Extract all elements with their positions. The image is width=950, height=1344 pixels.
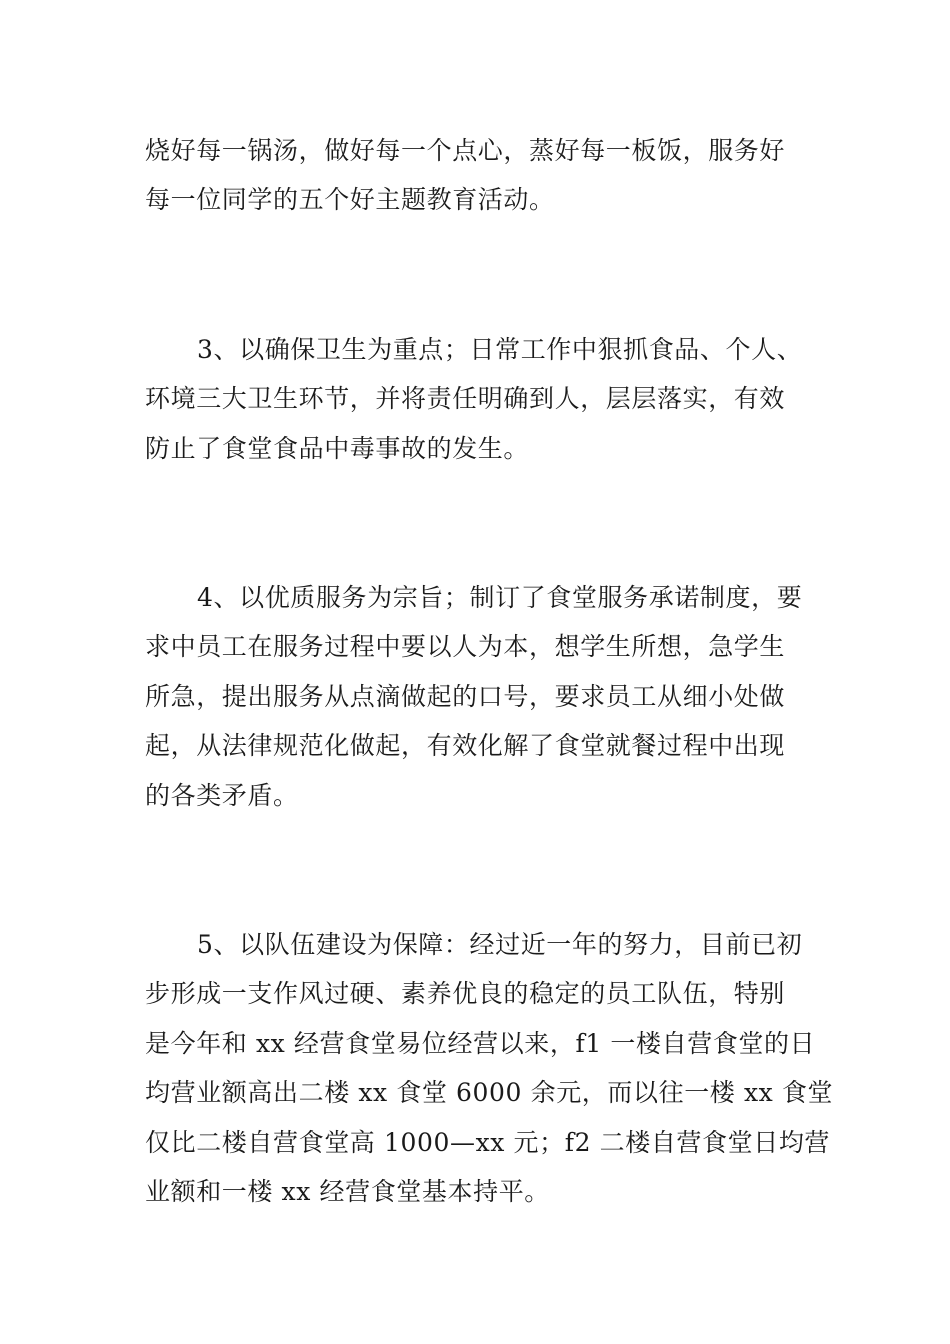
paragraph-quality-service bbox=[145, 573, 810, 820]
text-line: 的各类矛盾。 bbox=[145, 780, 299, 810]
text-line: 所急，提出服务从点滴做起的口号，要求员工从细小处做 bbox=[145, 681, 786, 711]
paragraph-hygiene bbox=[145, 325, 810, 473]
text-line: 均营业额高出二楼 xx 食堂 6000 余元，而以往一楼 xx 食堂 bbox=[145, 1078, 834, 1108]
text-line bbox=[145, 920, 810, 969]
text-line-content: 3、以确保卫生为重点；日常工作中狠抓食品、个人、 bbox=[197, 335, 803, 364]
text-line: 仅比二楼自营食堂高 1000—xx 元；f2 二楼自营食堂日均营 bbox=[145, 1127, 831, 1157]
text-line-content: 5、以队伍建设为保障：经过近一年的努力，目前已初 bbox=[197, 930, 803, 959]
text-line: 起，从法律规范化做起，有效化解了食堂就餐过程中出现 bbox=[145, 731, 786, 761]
text-line: 求中员工在服务过程中要以人为本，想学生所想，急学生 bbox=[145, 632, 786, 662]
text-line: 防止了食堂食品中毒事故的发生。 bbox=[145, 433, 530, 463]
text-line bbox=[145, 325, 810, 374]
text-line: 步形成一支作风过硬、素养优良的稳定的员工队伍，特别 bbox=[145, 979, 786, 1009]
text-line: 环境三大卫生环节，并将责任明确到人，层层落实，有效 bbox=[145, 384, 786, 414]
paragraph-team-building bbox=[145, 920, 834, 1216]
text-line: 烧好每一锅汤，做好每一个点心，蒸好每一板饭，服务好 bbox=[145, 136, 786, 165]
text-line: 是今年和 xx 经营食堂易位经营以来，f1 一楼自营食堂的日 bbox=[145, 1028, 816, 1058]
text-line-content: 4、以优质服务为宗旨；制订了食堂服务承诺制度，要 bbox=[197, 583, 803, 612]
paragraph-service-activities bbox=[145, 126, 810, 225]
text-line bbox=[145, 573, 810, 622]
text-line: 业额和一楼 xx 经营食堂基本持平。 bbox=[145, 1177, 550, 1207]
text-line: 每一位同学的五个好主题教育活动。 bbox=[145, 185, 555, 215]
